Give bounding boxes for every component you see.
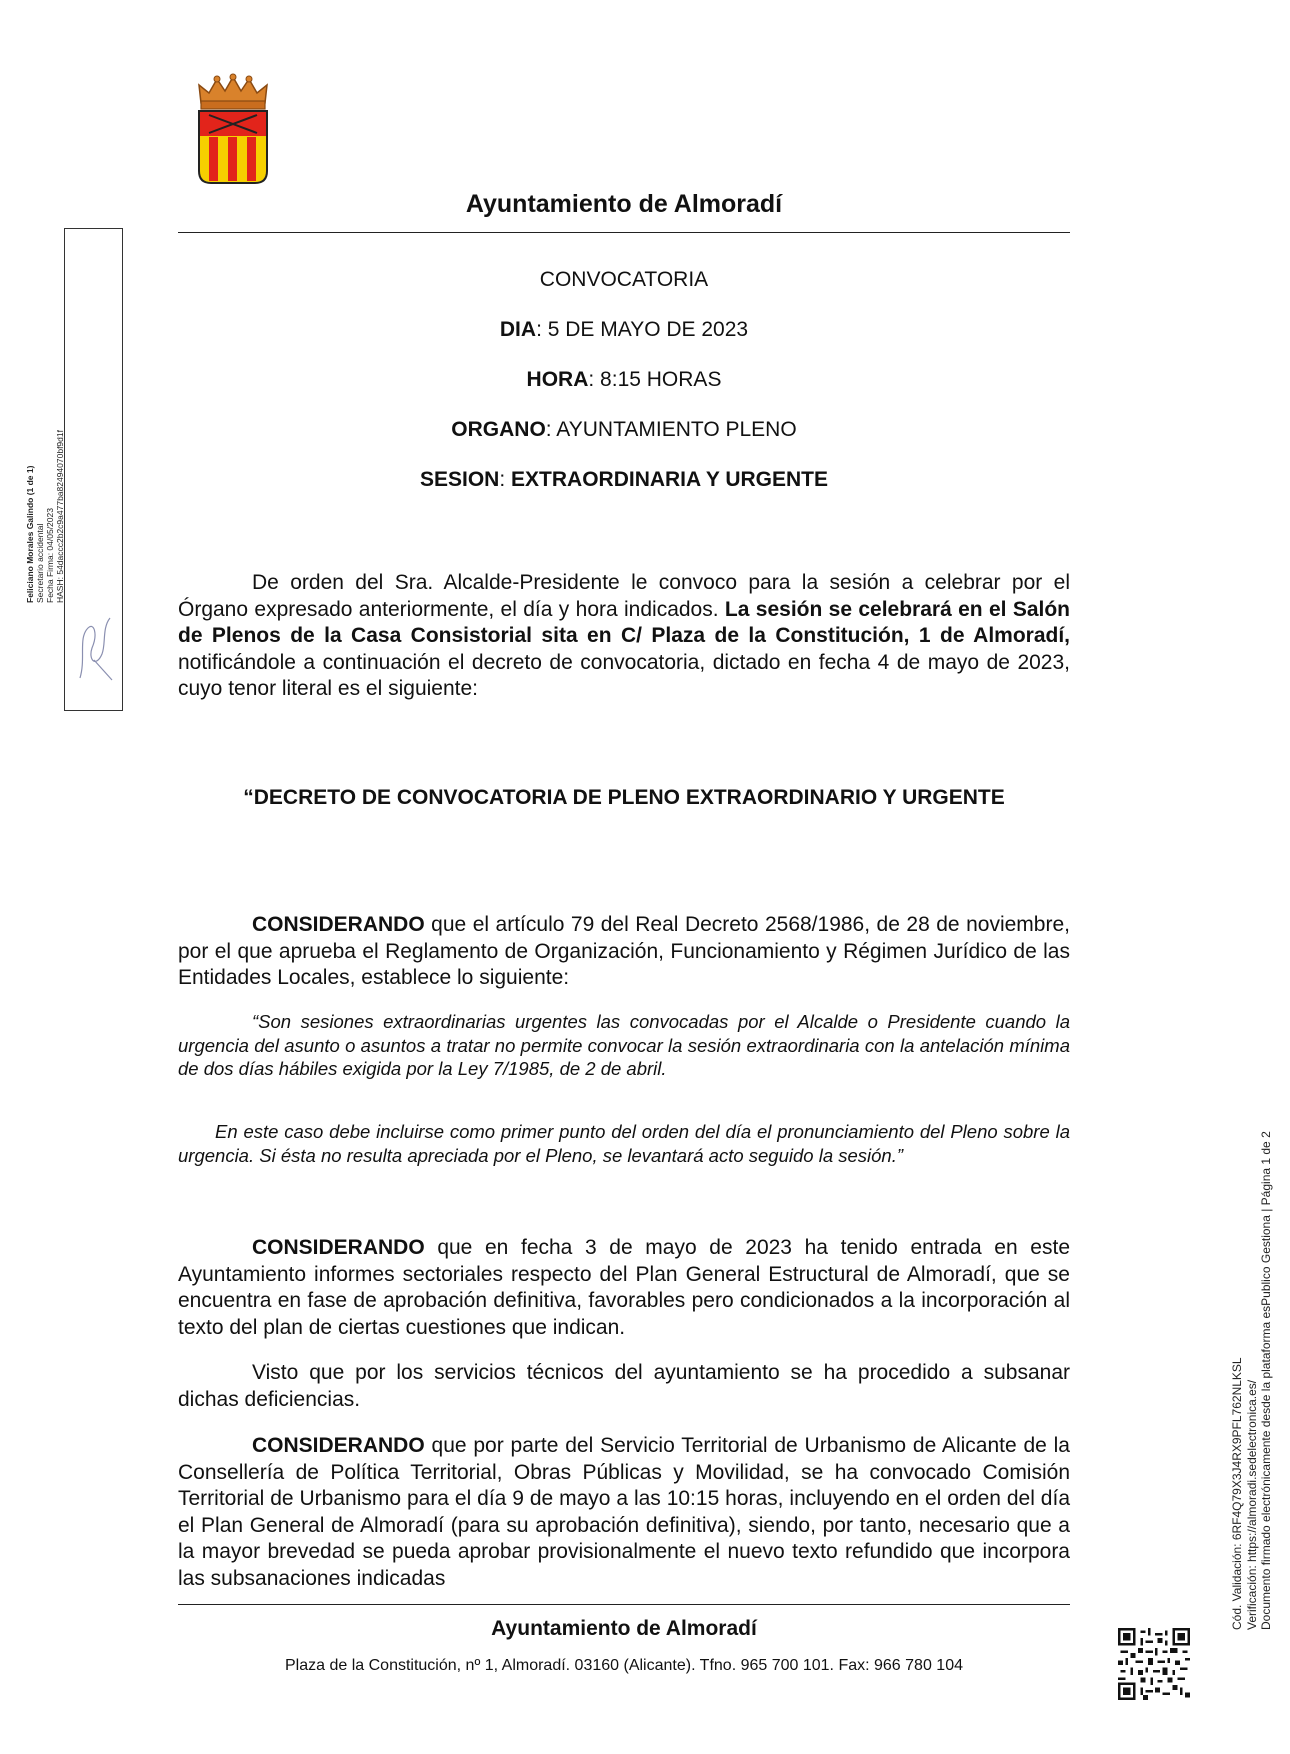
hora-line [178, 368, 1070, 392]
qr-code-icon [1118, 1628, 1190, 1700]
organo-value: : AYUNTAMIENTO PLENO [545, 418, 797, 441]
organo-line [178, 418, 1070, 442]
convocatoria-heading: CONVOCATORIA [539, 268, 709, 291]
signature-details [25, 243, 71, 603]
footer-address: Plaza de la Constitución, nº 1, Almoradí. 03160 (Alicante). Tfno. 965 700 101. Fax: 966 780 104 [285, 1657, 963, 1674]
sesion-sep: : [499, 468, 512, 491]
dia-label: DIA [499, 318, 537, 341]
intro-paragraph [178, 570, 1070, 703]
considerando-label: CONSIDERANDO [252, 1434, 425, 1457]
header-divider [178, 232, 1070, 233]
dia-value: : 5 DE MAYO DE 2023 [536, 318, 749, 341]
signature-hash: HASH: 54daccc2b2c9a477ba82494070bf9d1f [55, 430, 65, 603]
legal-quote-2: En este caso debe incluirse como primer punto del orden del día el pronunciamiento del Pleno sobre la urgencia. Si ésta no resulta apreciada por el Pleno, se levantará acto seguido la sesión.” [178, 1121, 1070, 1166]
validation-code: Cód. Validación: 6RF4Q79X3J4RX9PFL762NLKSL [1230, 1357, 1244, 1630]
considerando-text-1: que el artículo 79 del Real Decreto 2568/1986, de 28 de noviembre, por el que aprueba el Reglamento de Organización, Funcionamiento y Régimen Jurídico de las Entidades Locales, establece lo siguiente: [178, 913, 1070, 989]
signer-name: Feliciano Morales Galindo (1 de 1) [25, 465, 35, 603]
visto-paragraph: Visto que por los servicios técnicos del ayuntamiento se ha procedido a subsanar dichas deficiencias. [178, 1361, 1070, 1411]
sesion-value: EXTRAORDINARIA Y URGENTE [511, 468, 828, 491]
coat-of-arms-icon [195, 75, 271, 187]
considerando-text-3: que por parte del Servicio Territorial de Urbanismo de Alicante de la Consellería de Política Territorial, Obras Públicas y Movilidad, se ha convocado Comisión Territorial de Urbanismo para el día 9 de mayo a las 10:15 horas, incluyendo en el orden del día el Plan General de Almoradí (para su aprobación definitiva), siendo, por tanto, necesario que a la mayor brevedad se pueda aprobar provisionalmente el nuevo texto refundido que incorpora las subsanaciones indicadas [178, 1434, 1070, 1590]
intro-text-bold: La sesión se celebrará en el Salón de Plenos de la Casa Consistorial sita en C/ Plaza de la Constitución, 1 de Almoradí, [178, 597, 1070, 647]
validation-details [1230, 1110, 1290, 1630]
validation-url[interactable]: Verificación: https://almoradi.sedelectronica.es/ [1244, 1379, 1259, 1630]
sesion-line [178, 468, 1070, 492]
considerando-paragraph-3 [178, 1433, 1070, 1592]
sesion-label: SESION [419, 468, 500, 491]
considerando-label: CONSIDERANDO [252, 1236, 425, 1259]
considerando-text-2: que en fecha 3 de mayo de 2023 ha tenido entrada en este Ayuntamiento informes sectoriales respecto del Plan General Estructural de Almoradí, que se encuentra en fase de aprobación definitiva, favorables pero condicionados a la incorporación al texto del plan de ciertas cuestiones que indican. [178, 1236, 1070, 1339]
decree-title: “DECRETO DE CONVOCATORIA DE PLENO EXTRAORDINARIO Y URGENTE [243, 786, 1005, 809]
validation-note: Documento firmado electrónicamente desde la plataforma esPublico Gestiona | Página 1 de 2 [1259, 1131, 1273, 1630]
considerando-paragraph-2 [178, 1235, 1070, 1341]
intro-text-2: notificándole a continuación el decreto de convocatoria, dictado en fecha 4 de mayo de 2023, cuyo tenor literal es el siguiente: [178, 650, 1070, 700]
considerando-paragraph-1 [178, 912, 1070, 992]
organo-label: ORGANO [451, 418, 546, 441]
handwritten-signature-icon [72, 598, 118, 688]
legal-quote-1: “Son sesiones extraordinarias urgentes las convocadas por el Alcalde o Presidente cuando la urgencia del asunto o asuntos a tratar no permite convocar la sesión extraordinaria con la antelación mínima de dos días hábiles exigida por la Ley 7/1985, de 2 de abril. [178, 1011, 1070, 1079]
intro-text-1: De orden del Sra. Alcalde-Presidente le convoco para la sesión a celebrar por el Órgano expresado anteriormente, el día y hora indicados. [178, 571, 1070, 621]
page-header-title: Ayuntamiento de Almoradí [465, 190, 783, 218]
hora-value: : 8:15 HORAS [588, 368, 722, 391]
footer-title: Ayuntamiento de Almoradí [491, 1617, 757, 1640]
hora-label: HORA [526, 368, 589, 391]
considerando-label: CONSIDERANDO [252, 913, 425, 936]
signer-role: Secretario accidental [35, 523, 45, 603]
footer-divider [178, 1604, 1070, 1605]
signature-date: Fecha Firma: 04/05/2023 [45, 508, 55, 603]
dia-line [178, 318, 1070, 342]
